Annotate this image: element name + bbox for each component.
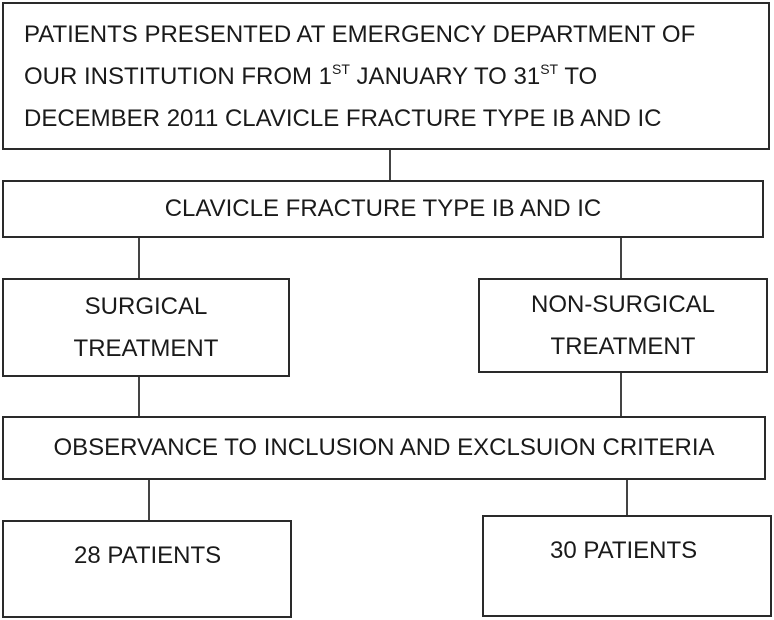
top-box-patients-presented xyxy=(2,2,770,150)
nonsurgical-line-1: NON-SURGICAL xyxy=(530,290,716,318)
top-box-line-2-sup-1: ST xyxy=(332,61,350,77)
left-result-label: 28 PATIENTS xyxy=(74,542,222,569)
surgical-treatment-box xyxy=(2,278,290,377)
right-result-label: 30 PATIENTS xyxy=(550,537,698,564)
connector-criteria-to-right-result xyxy=(626,480,628,515)
inclusion-exclusion-criteria-box xyxy=(2,416,766,480)
connector-surgical-to-criteria xyxy=(138,377,140,416)
left-result-box xyxy=(2,520,292,618)
top-box-line-2-part-b: JANUARY TO 31 xyxy=(349,63,541,90)
surgical-line-2: TREATMENT xyxy=(73,334,219,362)
top-box-line-2-part-a: OUR INSTITUTION FROM 1 xyxy=(24,63,332,90)
criteria-label: OBSERVANCE TO INCLUSION AND EXCLSUION CRITERIA xyxy=(53,434,715,461)
connector-top-to-fracture xyxy=(389,150,391,180)
connector-criteria-to-left-result xyxy=(148,480,150,520)
surgical-line-1: SURGICAL xyxy=(84,292,208,320)
fracture-type-box xyxy=(2,180,764,238)
top-box-line-1: PATIENTS PRESENTED AT EMERGENCY DEPARTMENT OF xyxy=(24,21,696,48)
right-result-box xyxy=(482,515,772,617)
top-box-line-2-part-c: TO xyxy=(558,63,598,90)
connector-fracture-to-nonsurgical xyxy=(620,238,622,278)
connector-fracture-to-surgical xyxy=(138,238,140,278)
top-box-line-2-sup-2: ST xyxy=(540,61,559,77)
nonsurgical-line-2: TREATMENT xyxy=(550,332,696,360)
top-box-line-2 xyxy=(24,60,758,102)
nonsurgical-treatment-box xyxy=(478,278,768,373)
top-box-line-3: DECEMBER 2011 CLAVICLE FRACTURE TYPE IB AND IC xyxy=(24,105,662,132)
fracture-type-label: CLAVICLE FRACTURE TYPE IB AND IC xyxy=(164,195,602,222)
connector-nonsurgical-to-criteria xyxy=(620,373,622,416)
